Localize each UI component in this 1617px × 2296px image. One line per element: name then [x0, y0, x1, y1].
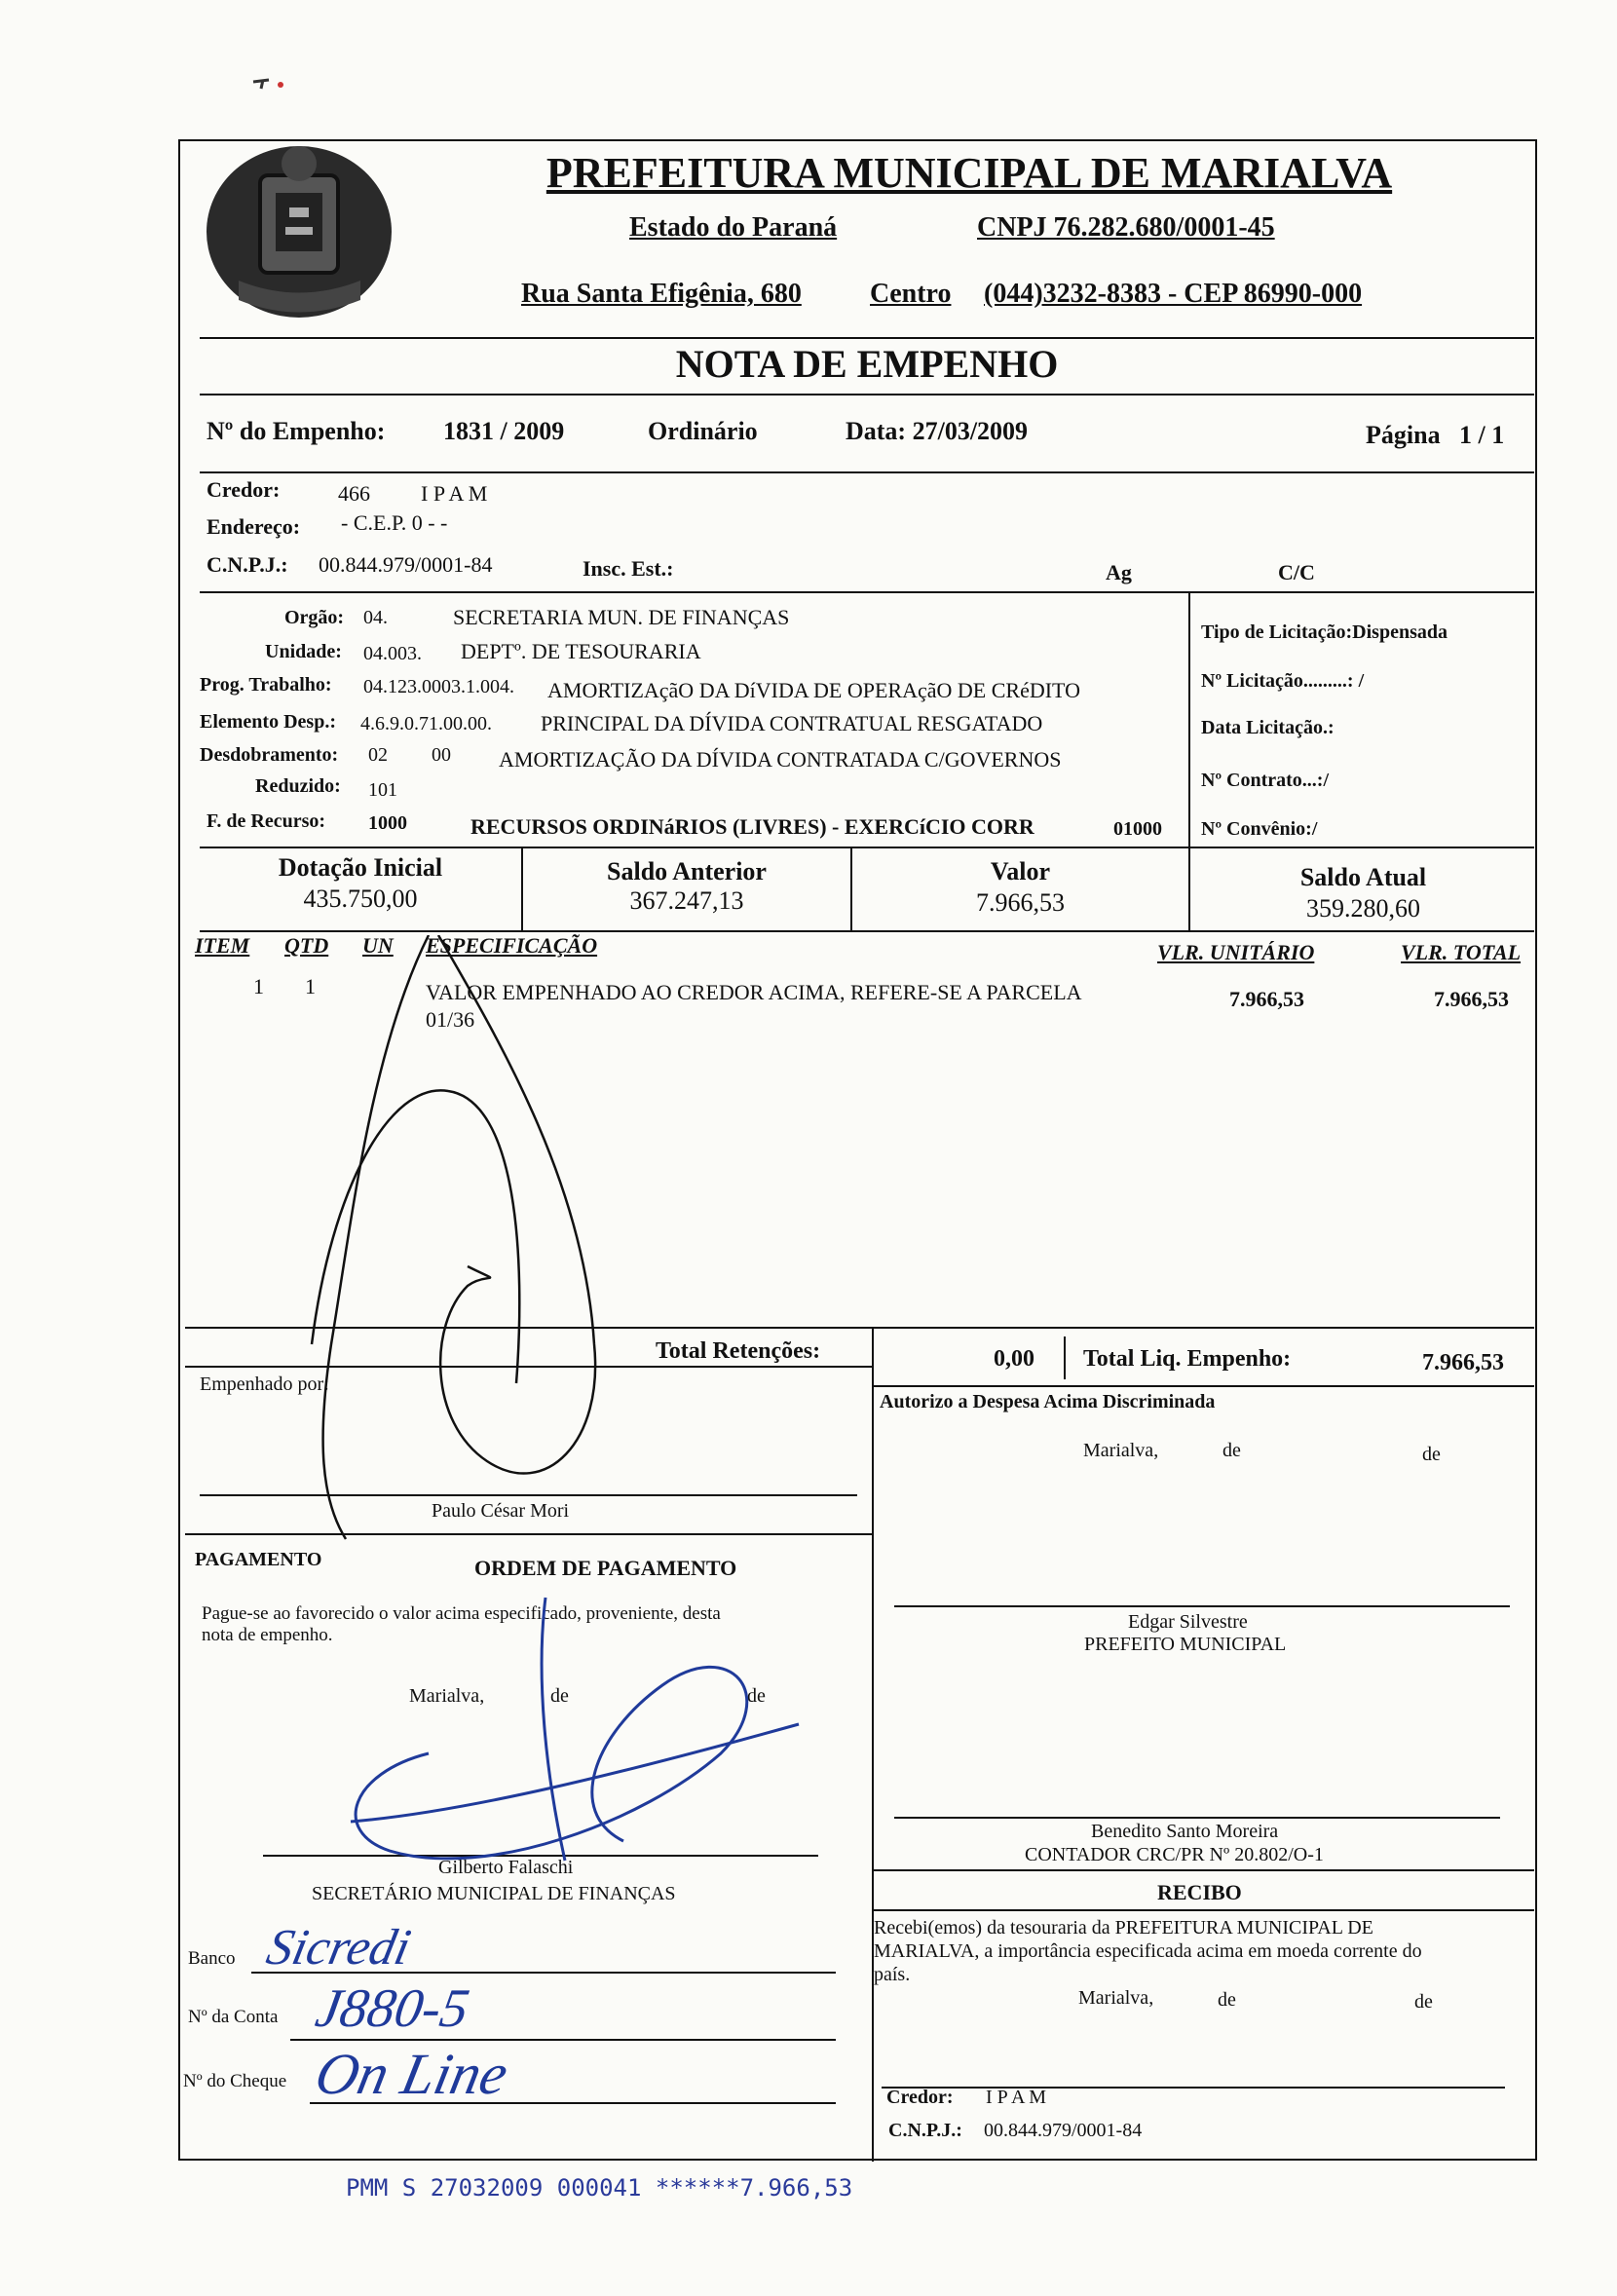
- signature-line: [894, 1605, 1510, 1607]
- retencoes-label: Total Retenções:: [656, 1338, 821, 1364]
- desdobramento-name: AMORTIZAÇÃO DA DÍVIDA CONTRATADA C/GOVERNOS: [499, 747, 1062, 772]
- conta-label: Nº da Conta: [188, 2007, 279, 2027]
- orgao-code: 04.: [363, 607, 388, 628]
- recibo-line2: MARIALVA, a importância especificada acima em moeda corrente do: [874, 1940, 1422, 1962]
- doc-title: NOTA DE EMPENHO: [675, 342, 1059, 386]
- divider-vertical: [872, 1366, 874, 2162]
- footer-stamp: PMM S 27032009 000041 ******7.966,53: [346, 2174, 853, 2202]
- col-item: ITEM: [195, 933, 250, 958]
- liq-label: Total Liq. Empenho:: [1083, 1346, 1292, 1372]
- empenho-date: Data: 27/03/2009: [846, 417, 1029, 445]
- reduzido-value: 101: [368, 779, 397, 801]
- col-vlr-total: VLR. TOTAL: [1401, 940, 1522, 964]
- orgao-label: Orgão:: [284, 607, 345, 628]
- recurso-ext: 01000: [1113, 818, 1162, 840]
- prog-code: 04.123.0003.1.004.: [363, 676, 514, 697]
- col-qtd: QTD: [284, 933, 329, 958]
- saldo-atual-value: 359.280,60: [1306, 894, 1420, 922]
- numero-licitacao: Nº Licitação.........: /: [1201, 670, 1365, 692]
- autorizo-de2: de: [1422, 1444, 1441, 1465]
- divider: [872, 1869, 1534, 1871]
- contador-nome: Benedito Santo Moreira: [1091, 1821, 1279, 1842]
- recurso-name: RECURSOS ORDINáRIOS (LIVRES) - EXERCíCIO CORR: [470, 814, 1034, 839]
- phone-cep-label: (044)3232-8383 - CEP 86990-000: [984, 279, 1363, 309]
- credor-name: I P A M: [421, 481, 488, 506]
- pagamento-texto-line2: nota de empenho.: [202, 1625, 333, 1645]
- dotacao-value: 435.750,00: [303, 885, 418, 913]
- row-item: 1: [253, 974, 264, 998]
- row-qtd: 1: [305, 974, 316, 998]
- valor-value: 7.966,53: [976, 888, 1065, 917]
- empenhado-nome: Paulo César Mori: [432, 1500, 570, 1522]
- saldo-atual-label: Saldo Atual: [1299, 863, 1427, 891]
- credor-cnpj-label: C.N.P.J.:: [207, 552, 288, 577]
- numero-convenio: Nº Convênio:/: [1201, 818, 1318, 840]
- row-vlr-total: 7.966,53: [1434, 987, 1509, 1011]
- dotacao-label: Dotação Inicial: [278, 853, 443, 882]
- page-label: Página: [1366, 421, 1441, 449]
- coat-of-arms-icon: [200, 134, 399, 334]
- saldo-anterior-value: 367.247,13: [629, 886, 744, 915]
- tipo-licitacao: Tipo de Licitação:Dispensada: [1201, 621, 1448, 643]
- pagamento-de1: de: [550, 1685, 569, 1707]
- liq-value: 7.966,53: [1422, 1350, 1504, 1375]
- desdobramento-a: 02: [368, 744, 388, 766]
- conta-handwritten: J880-5: [311, 1978, 473, 2039]
- autorizo-label: Autorizo a Despesa Acima Discriminada: [880, 1391, 1216, 1412]
- cc-label: C/C: [1278, 560, 1315, 584]
- recibo-line3: país.: [874, 1964, 911, 1985]
- retencoes-value: 0,00: [994, 1346, 1034, 1372]
- ag-label: Ag: [1106, 560, 1132, 584]
- divider: [185, 1366, 872, 1368]
- desdobramento-b: 00: [432, 744, 451, 766]
- district-label: Centro: [870, 279, 952, 309]
- autorizo-de1: de: [1222, 1440, 1241, 1461]
- recibo-credor-label: Credor:: [886, 2087, 954, 2108]
- recibo-cnpj-label: C.N.P.J.:: [888, 2120, 962, 2141]
- state-label: Estado do Paraná: [629, 212, 838, 243]
- recibo-city: Marialva,: [1078, 1987, 1154, 2009]
- row-espec-line1: VALOR EMPENHADO AO CREDOR ACIMA, REFERE-SE A PARCELA: [426, 980, 1082, 1004]
- credor-label: Credor:: [207, 477, 281, 502]
- prefeito-cargo: PREFEITO MUNICIPAL: [1084, 1634, 1287, 1655]
- saldo-anterior-label: Saldo Anterior: [607, 857, 767, 885]
- divider: [200, 471, 1534, 473]
- scan-mark: [251, 76, 290, 90]
- reduzido-label: Reduzido:: [255, 775, 341, 797]
- elemento-code: 4.6.9.0.71.00.00.: [360, 713, 492, 734]
- secretario-cargo: SECRETÁRIO MUNICIPAL DE FINANÇAS: [312, 1883, 676, 1904]
- desdobramento-label: Desdobramento:: [200, 744, 339, 766]
- divider: [200, 930, 1534, 932]
- empenho-number: 1831 / 2009: [443, 417, 565, 445]
- autorizo-city: Marialva,: [1083, 1440, 1159, 1461]
- cheque-handwritten: On Line: [310, 2042, 514, 2106]
- credor-cnpj: 00.844.979/0001-84: [319, 552, 493, 577]
- empenhado-label: Empenhado por:: [200, 1374, 329, 1395]
- pagamento-de2: de: [747, 1685, 766, 1707]
- recibo-de2: de: [1414, 1991, 1433, 2013]
- divider: [200, 847, 1534, 848]
- empenho-type: Ordinário: [648, 417, 758, 445]
- divider: [872, 1909, 1534, 1911]
- empenho-number-label: Nº do Empenho:: [207, 417, 386, 445]
- orgao-name: SECRETARIA MUN. DE FINANÇAS: [453, 605, 790, 629]
- divider-vertical: [1064, 1336, 1066, 1379]
- prefeitura-title: PREFEITURA MUNICIPAL DE MARIALVA: [545, 149, 1393, 197]
- divider: [185, 1327, 1534, 1329]
- signature-line: [882, 2087, 1505, 2089]
- pagamento-texto-line1: Pague-se ao favorecido o valor acima especificado, proveniente, desta: [202, 1603, 721, 1624]
- cheque-label: Nº do Cheque: [183, 2071, 287, 2091]
- col-un: UN: [362, 933, 394, 958]
- recibo-line1: Recebi(emos) da tesouraria da PREFEITURA MUNICIPAL DE: [874, 1917, 1373, 1938]
- secretario-nome: Gilberto Falaschi: [438, 1857, 574, 1878]
- unidade-name: DEPTº. DE TESOURARIA: [461, 639, 701, 663]
- street-label: Rua Santa Efigênia, 680: [521, 279, 802, 309]
- unidade-code: 04.003.: [363, 643, 422, 664]
- insc-label: Insc. Est.:: [583, 556, 674, 581]
- data-licitacao: Data Licitação.:: [1201, 717, 1335, 738]
- endereco-value: - C.E.P. 0 - -: [341, 510, 448, 535]
- recibo-credor: I P A M: [986, 2087, 1047, 2108]
- signature-line: [894, 1817, 1500, 1819]
- prog-name: AMORTIZAçãO DA DíVIDA DE OPERAçãO DE CRéDITO: [547, 678, 1080, 702]
- endereco-label: Endereço:: [207, 514, 301, 539]
- divider: [200, 591, 1534, 593]
- banco-handwritten: Sicredi: [261, 1920, 416, 1976]
- elemento-label: Elemento Desp.:: [200, 711, 336, 733]
- contador-cargo: CONTADOR CRC/PR Nº 20.802/O-1: [1025, 1844, 1324, 1865]
- recibo-label: RECIBO: [1157, 1880, 1242, 1904]
- divider-vertical: [1188, 591, 1190, 847]
- divider: [872, 1385, 1534, 1387]
- prefeito-nome: Edgar Silvestre: [1128, 1611, 1248, 1633]
- prog-label: Prog. Trabalho:: [200, 674, 332, 696]
- signature-line: [200, 1494, 857, 1496]
- col-especificacao: ESPECIFICAÇÃO: [426, 933, 598, 958]
- unidade-label: Unidade:: [265, 641, 342, 662]
- recurso-code: 1000: [368, 812, 407, 834]
- col-vlr-unitario: VLR. UNITÁRIO: [1157, 940, 1315, 964]
- pagamento-label: PAGAMENTO: [195, 1549, 322, 1570]
- divider: [200, 394, 1534, 395]
- row-espec-line2: 01/36: [426, 1007, 475, 1032]
- divider: [185, 1533, 872, 1535]
- page-number: 1 / 1: [1459, 421, 1505, 449]
- numero-contrato: Nº Contrato...:/: [1201, 770, 1330, 791]
- pagamento-city: Marialva,: [409, 1685, 485, 1707]
- recurso-label: F. de Recurso:: [207, 810, 326, 832]
- recibo-cnpj: 00.844.979/0001-84: [984, 2120, 1143, 2141]
- valor-label: Valor: [990, 857, 1051, 885]
- recibo-de1: de: [1218, 1989, 1236, 2011]
- banco-label: Banco: [188, 1948, 236, 1969]
- ordem-pagamento-label: ORDEM DE PAGAMENTO: [474, 1556, 737, 1580]
- cnpj-header: CNPJ 76.282.680/0001-45: [977, 212, 1275, 243]
- credor-code: 466: [338, 481, 370, 506]
- divider: [200, 337, 1534, 339]
- row-vlr-unitario: 7.966,53: [1229, 987, 1304, 1011]
- elemento-name: PRINCIPAL DA DÍVIDA CONTRATUAL RESGATADO: [541, 711, 1043, 735]
